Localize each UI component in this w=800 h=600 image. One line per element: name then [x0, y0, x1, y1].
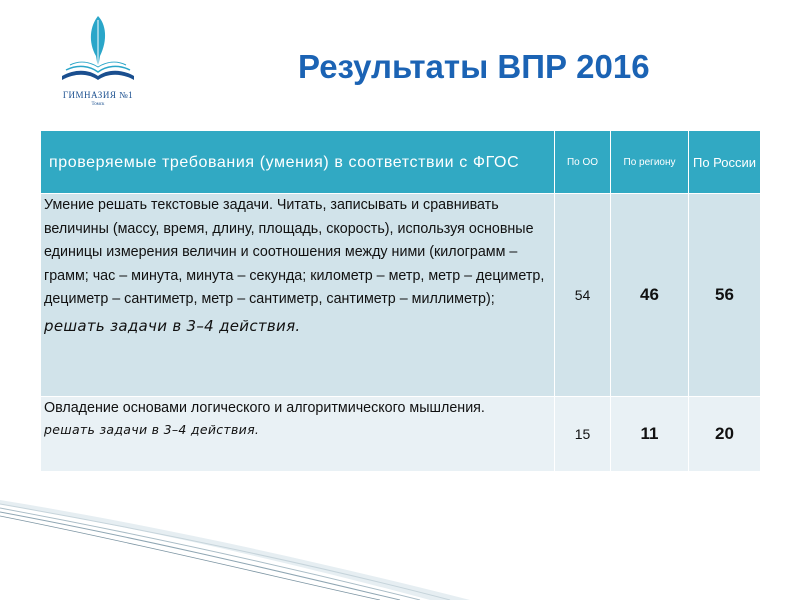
school-value: 15 [555, 397, 611, 472]
table-row [41, 397, 761, 472]
header-region: По региону [611, 131, 689, 194]
page-title: Результаты ВПР 2016 [298, 48, 650, 85]
requirement-text: Овладение основами логического и алгоритмического мышления. [44, 400, 485, 416]
requirement-text: Умение решать текстовые задачи. Читать, записывать и сравнивать величины (массу, время, длину, площадь, скорость), используя основные единицы измерения величин и соотношения между ними (килограмм – грамм; час – минута, минута – секунда; километр – метр, метр – дециметр, дециметр – сантиметр, метр – сантиметр, сантиметр – миллиметр); [44, 197, 545, 307]
requirement-cell [41, 194, 555, 397]
region-value: 46 [611, 194, 689, 397]
requirement-task: решать задачи в 3–4 действия. [44, 422, 260, 437]
logo-city: Томск [91, 102, 105, 107]
region-value: 11 [611, 397, 689, 472]
requirement-cell [41, 397, 555, 472]
table-row [41, 194, 761, 397]
results-table [40, 130, 761, 472]
quill-book-icon [48, 10, 148, 90]
header-russia: По России [689, 131, 761, 194]
logo-name: ГИМНАЗИЯ №1 [62, 90, 134, 100]
russia-value: 20 [689, 397, 761, 472]
school-value: 54 [555, 194, 611, 397]
requirement-task: решать задачи в 3–4 действия. [44, 316, 301, 335]
header-school: По ОО [555, 131, 611, 194]
russia-value: 56 [689, 194, 761, 397]
header-requirements: проверяемые требования (умения) в соответствии с ФГОС [41, 131, 555, 194]
table-header-row [41, 131, 761, 194]
gymnasium-logo [48, 10, 148, 110]
decorative-wave-lines [0, 490, 800, 600]
